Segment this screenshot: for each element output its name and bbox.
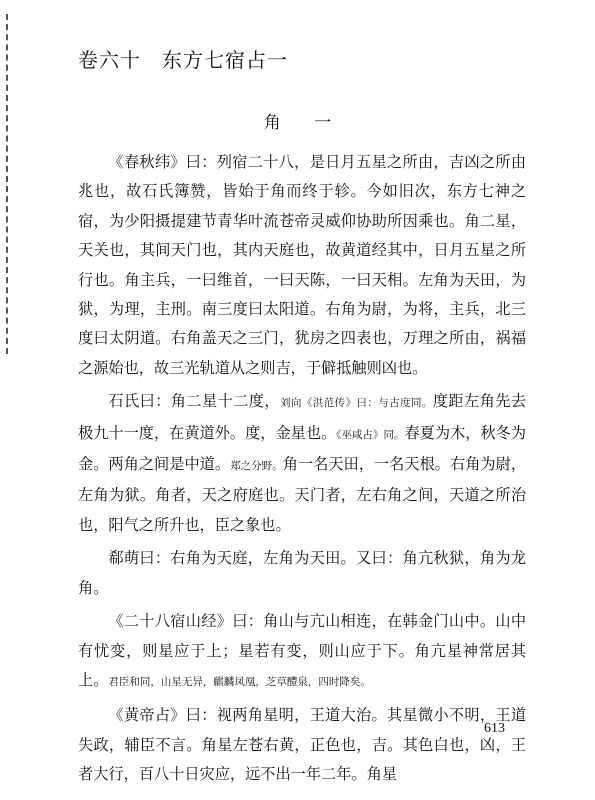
- inline-note: 刘向《洪范传》曰：与古度同。: [280, 397, 433, 410]
- paragraph-text: 《黄帝占》曰：视两角星明，王道大治。其星微小不明，王道失政，辅臣不言。角星左苍右黄，正色也，吉。其色白也，凶，王者大行，百八十日灾应，远不出一年二年。角星: [78, 706, 526, 784]
- inline-note: 《巫咸占》同。: [336, 428, 405, 441]
- inline-note: 郑之分野。: [230, 460, 283, 473]
- paragraph: [78, 607, 526, 697]
- paragraph-text: 石氏曰：角二星十二度，: [108, 392, 281, 411]
- section-title-char-2: 一: [314, 113, 332, 133]
- section-title-char-1: 角: [263, 113, 281, 133]
- inline-note: 君臣和同，山星无异，麒麟凤凰，芝草醴泉，四时降矣。: [108, 675, 371, 688]
- binding-margin-line: [6, 14, 10, 354]
- chapter-title: 卷六十 东方七宿占一: [78, 48, 288, 72]
- paragraph-text: 《春秋纬》曰：列宿二十八，是日月五星之所由，吉凶之所由兆也，故石氏簿赞，皆始于角而终于轸。今如旧次，东方七神之宿，为少阳摄提建节青华叶流苍帝灵威仰协助所因乘也。角二星，天关也，其间天门也，其内天庭也，故黄道经其中，日月五星之所行也。角主兵，一曰维首，一曰天陈，一曰天相。左角为天田，为狱，为理，主刑。南三度曰太阳道。右角为尉，为将，主兵，北三度曰太阴道。右角盖天之三门，犹房之四表也，万理之所由，祸福之源始也，故三光轨道从之则吉，于僻抵触则凶也。: [78, 153, 526, 377]
- paragraph: [78, 544, 526, 603]
- paragraph: [78, 701, 526, 789]
- paragraph-text: 度距左角先去极九十一度，在黄道外。度，金星也。: [78, 392, 527, 442]
- paragraph-text: 春夏为木，秋冬为金。两角之间是中道。: [78, 423, 527, 474]
- paragraph-text: 角一名天田，一名天根。右角为尉，左角为狱。角者，天之府庭也。天门者，左右角之间，天道之所治也，阳气之所升也，臣之象也。: [78, 455, 527, 534]
- paragraph: [78, 148, 526, 383]
- paragraph-text: 《二十八宿山经》曰：角山与亢山相连，在韩金门山中。山中有忧变，则星应于上；星若有变，则山应于下。角亢星神常居其上。: [78, 612, 526, 689]
- paragraph-text: 郗萌曰：右角为天庭，左角为天田。又曰：角亢秋狱，角为龙角。: [78, 549, 526, 597]
- page-number: 613: [484, 721, 505, 736]
- body-text: [78, 148, 526, 794]
- paragraph: [78, 387, 526, 540]
- section-title: [0, 108, 595, 133]
